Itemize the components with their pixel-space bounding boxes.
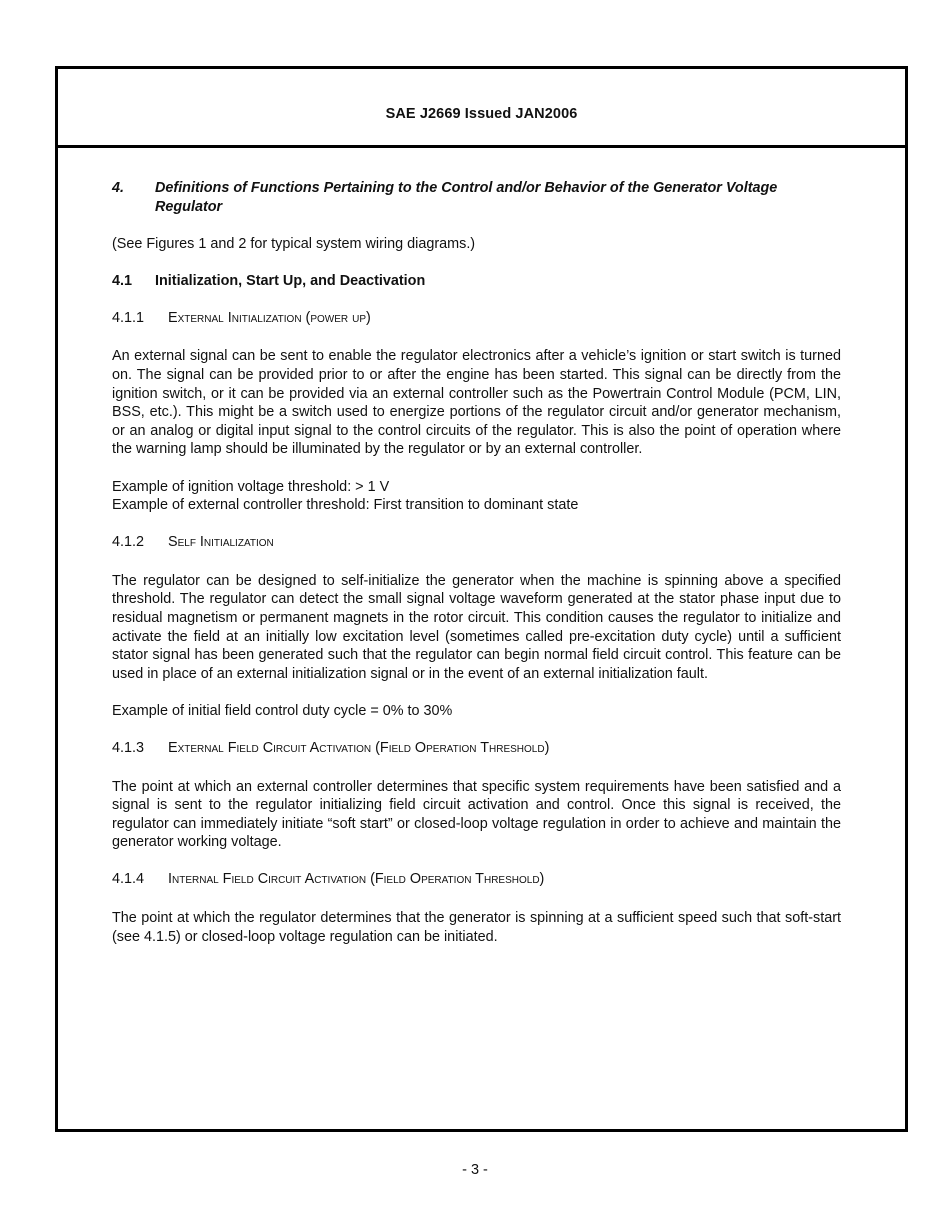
- intro-paragraph: (See Figures 1 and 2 for typical system wiring diagrams.): [112, 235, 476, 252]
- example-line: Example of initial field control duty cycle = 0% to 30%: [112, 702, 453, 719]
- section-number: 4.1.3: [112, 739, 145, 756]
- section-4-1-heading: [112, 272, 841, 291]
- document-title: SAE J2669 Issued JAN2006: [385, 106, 578, 122]
- section-4-1-4-paragraph: The point at which the regulator determines that the generator is spinning at a sufficient speed such that soft-start (see 4.1.5) or closed-loop voltage regulation can be initiated.: [112, 910, 841, 945]
- document-header: [58, 69, 905, 148]
- section-number: 4.: [112, 180, 125, 196]
- section-title: Self Initialization: [168, 534, 274, 551]
- example-line: Example of ignition voltage threshold: > 1 V: [112, 478, 390, 495]
- section-number: 4.1: [112, 272, 133, 289]
- page-frame: [55, 66, 908, 1132]
- page-number: - 3 -: [462, 1162, 488, 1178]
- example-line: Example of external controller threshold: First transition to dominant state: [112, 497, 579, 514]
- section-number: 4.1.1: [112, 309, 145, 326]
- section-title: Initialization, Start Up, and Deactivation: [155, 272, 426, 289]
- section-4-1-1-heading: [112, 309, 841, 328]
- section-4-1-2-paragraph: The regulator can be designed to self-initialize the generator when the machine is spinning above a specified threshold. The regulator can detect the small signal voltage waveform generated at the stator phase input due to residual magnetism or permanent magnets in the rotor circuit. This condition causes the regulator to initialize and activate the field at an initially low excitation level (sometimes called pre-excitation duty cycle) until a sufficient stator signal has been generated such that the regulator can begin normal field circuit control. This feature can be used in place of an external initialization signal or in the event of an external initialization fault.: [112, 572, 841, 682]
- section-number: 4.1.4: [112, 871, 145, 888]
- section-title: External Field Circuit Activation (Field Operation Threshold): [168, 739, 550, 756]
- section-title: Internal Field Circuit Activation (Field Operation Threshold): [168, 871, 545, 888]
- section-4-1-4-heading: [112, 870, 841, 889]
- section-4-1-3-paragraph: The point at which an external controller determines that specific system requirements have been satisfied and a signal is sent to the regulator initializing field circuit activation and control. Once this signal is received, the regulator can immediately initiate “soft start” or closed-loop voltage regulation in order to achieve and maintain the generator working voltage.: [112, 778, 841, 851]
- section-4-heading: [112, 179, 841, 216]
- section-number: 4.1.2: [112, 534, 145, 551]
- section-title: External Initialization (power up): [168, 309, 371, 326]
- section-title: Definitions of Functions Pertaining to the Control and/or Behavior of the Generator Voltage Regulator: [155, 180, 778, 215]
- section-4-1-2-heading: [112, 533, 841, 552]
- section-4-1-1-paragraph: An external signal can be sent to enable the regulator electronics after a vehicle’s ignition or start switch is turned on. The signal can be provided prior to or after the engine has been started. This signal can be directly from the ignition switch, or it can be provided via an external controller such as the Powertrain Control Module (PCM, LIN, BSS, etc.). This might be a switch used to energize portions of the regulator circuit and/or generator mechanism, or an analog or digital input signal to the control circuits of the regulator. This is also the point of operation where the warning lamp should be illuminated by the regulator or by an external controller.: [112, 348, 841, 458]
- document-body: [112, 167, 841, 946]
- section-4-1-3-heading: [112, 739, 841, 758]
